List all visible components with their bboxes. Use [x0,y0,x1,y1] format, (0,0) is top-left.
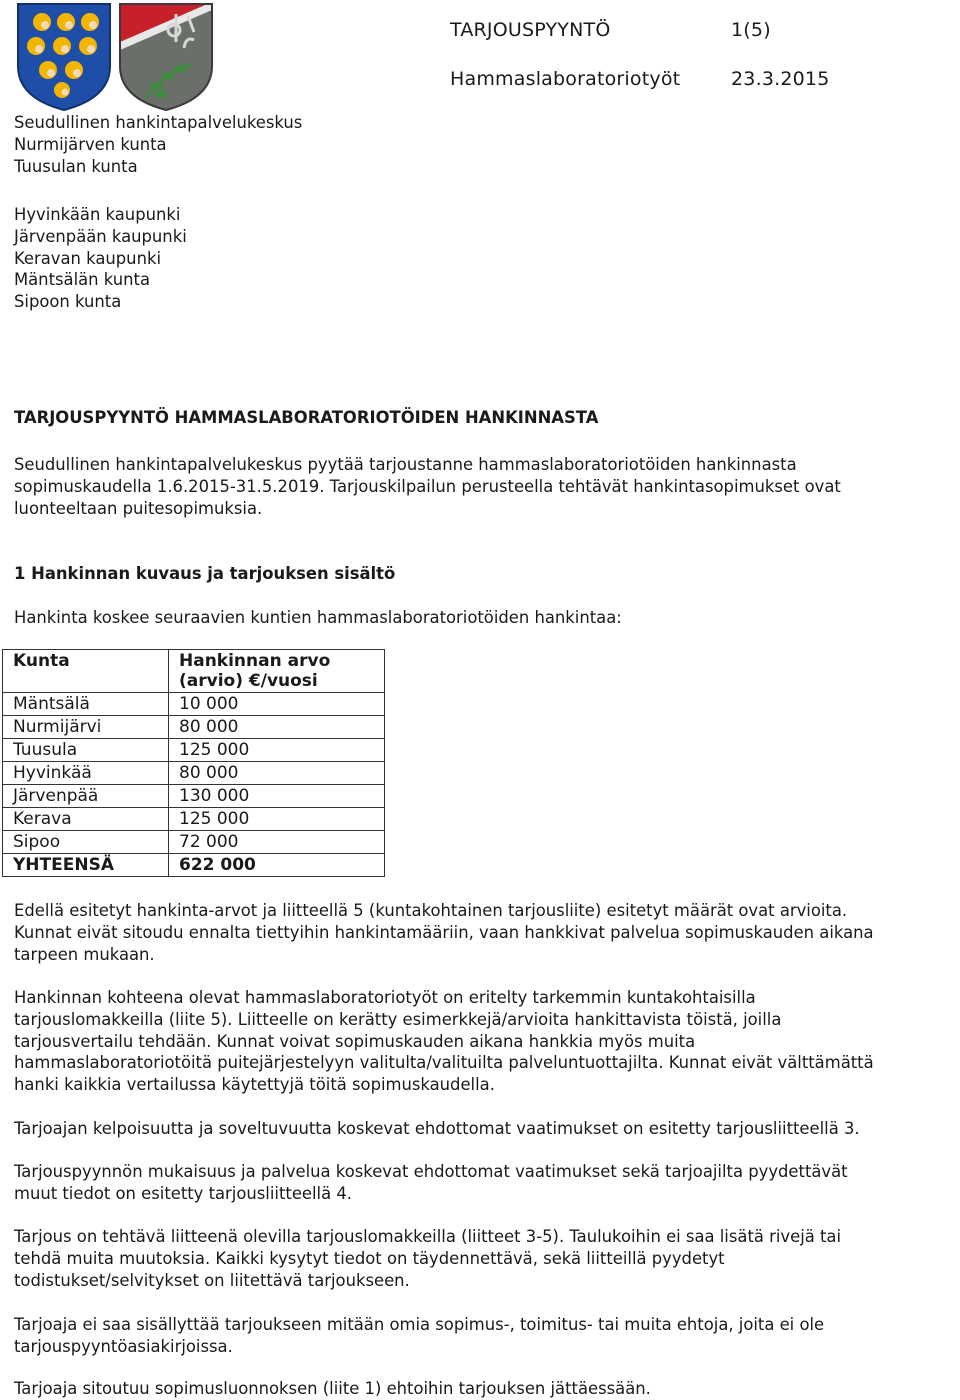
member-line: Sipoon kunta [14,292,122,312]
main-title: TARJOUSPYYNTÖ HAMMASLABORATORIOTÖIDEN HANKINNASTA [14,408,599,427]
table-row [3,808,385,831]
cell-value: 80 000 [169,716,385,739]
table-row [3,785,385,808]
tuusula-shield-icon [120,2,214,112]
cell-municipality: Järvenpää [3,785,169,808]
header-kunta: Kunta [3,650,169,693]
cell-value: 125 000 [169,739,385,762]
text-line: Edellä esitetyt hankinta-arvot ja liitteellä 5 (kuntakohtainen tarjousliite) esitetyt määrät ovat arvioita. [14,901,848,920]
text-line: tarpeen mukaan. [14,944,155,964]
table-header-row [3,650,385,693]
cell-municipality: Nurmijärvi [3,716,169,739]
issuer-line: Tuusulan kunta [14,156,138,176]
paragraph-forms [14,1226,958,1291]
paragraph-requirements [14,1161,958,1205]
cell-municipality: Hyvinkää [3,762,169,785]
nurmijarvi-shield-icon [18,4,110,110]
cell-value: 72 000 [169,831,385,854]
text-line: tarjouspyyntöasiakirjoissa. [14,1336,233,1356]
section-1-title: 1 Hankinnan kuvaus ja tarjouksen sisältö [14,564,396,583]
cell-total-value: 622 000 [169,854,385,877]
paragraph-own-terms [14,1314,958,1358]
doc-type: TARJOUSPYYNTÖ [450,19,611,41]
issuer-line: Seudullinen hankintapalvelukeskus [14,113,303,132]
intro-paragraph [14,454,958,519]
doc-date: 23.3.2015 [731,68,830,90]
text-line: luonteeltaan puitesopimuksia. [14,498,263,518]
text-line: Tarjoaja sitoutuu sopimusluonnoksen (liite 1) ehtoihin tarjouksen jättäessään. [14,1379,651,1398]
cell-value: 10 000 [169,693,385,716]
table-row [3,762,385,785]
text-line: todistukset/selvitykset on liitettävä tarjoukseen. [14,1270,410,1290]
paragraph-commitment [14,1378,958,1400]
coat-of-arms-icons [16,2,216,112]
issuer-line: Nurmijärven kunta [14,134,167,154]
text-line: hammaslaboratoriotöitä puitejärjestelyyn valitulta/valituilta palveluntuottajilta. Kunnat eivät välttämättä [14,1053,874,1073]
text-line: Kunnat eivät sitoudu ennalta tiettyihin hankintamääriin, vaan hankkivat palvelua sopimuskauden aikana [14,922,874,942]
doc-subject: Hammaslaboratoriotyöt [450,68,681,90]
cell-total-label: YHTEENSÄ [3,854,169,877]
paragraph-scope [14,987,958,1096]
table-total-row [3,854,385,877]
cell-value: 125 000 [169,808,385,831]
procurement-value-table [2,649,385,877]
member-line: Keravan kaupunki [14,248,162,268]
section-1-lead: Hankinta koskee seuraavien kuntien hammaslaboratoriotöiden hankintaa: [14,608,622,627]
member-list [14,204,187,313]
cell-municipality: Tuusula [3,739,169,762]
municipal-logos [16,2,216,112]
table-row [3,716,385,739]
header-value: Hankinnan arvo (arvio) €/vuosi [169,650,385,693]
text-line: tarjousvertailu tehdään. Kunnat voivat sopimuskauden aikana hankkia myös muita [14,1031,696,1051]
cell-value: 80 000 [169,762,385,785]
cell-municipality: Sipoo [3,831,169,854]
table-row [3,831,385,854]
text-line: Tarjoajan kelpoisuutta ja soveltuvuutta koskevat ehdottomat vaatimukset on esitetty tarjousliitteellä 3. [14,1119,860,1138]
page-number: 1(5) [731,19,771,41]
text-line: muut tiedot on esitetty tarjousliitteellä 4. [14,1183,352,1203]
text-line: Tarjous on tehtävä liitteenä olevilla tarjouslomakkeilla (liitteet 3-5). Taulukoihin ei saa lisätä rivejä tai [14,1227,842,1246]
paragraph-eligibility [14,1118,958,1140]
cell-municipality: Kerava [3,808,169,831]
text-line: sopimuskaudella 1.6.2015-31.5.2019. Tarjouskilpailun perusteella tehtävät hankintasopimukset ovat [14,476,841,496]
member-line: Hyvinkään kaupunki [14,205,181,224]
text-line: tarjouslomakkeilla (liite 5). Liitteelle on kerätty esimerkkejä/arvioita hankittavista töistä, joilla [14,1009,782,1029]
text-line: Seudullinen hankintapalvelukeskus pyytää tarjoustanne hammaslaboratoriotöiden hankinnasta [14,455,797,474]
member-line: Järvenpään kaupunki [14,226,187,246]
text-line: Hankinnan kohteena olevat hammaslaboratoriotyöt on eritelty tarkemmin kuntakohtaisilla [14,988,756,1007]
table-row [3,693,385,716]
text-line: tehdä muita muutoksia. Kaikki kysytyt tiedot on täydennettävä, sekä liitteillä pyydetyt [14,1248,725,1268]
cell-municipality: Mäntsälä [3,693,169,716]
text-line: Tarjouspyynnön mukaisuus ja palvelua koskevat ehdottomat vaatimukset sekä tarjoajilta pyydettävät [14,1162,848,1181]
table-row [3,739,385,762]
member-line: Mäntsälän kunta [14,270,151,290]
issuer-list [14,112,302,177]
paragraph-estimates [14,900,958,965]
text-line: hanki kaikkia vertailussa käytettyjä töitä sopimuskaudella. [14,1075,495,1095]
text-line: Tarjoaja ei saa sisällyttää tarjoukseen mitään omia sopimus-, toimitus- tai muita ehtoja, joita ei ole [14,1315,825,1334]
cell-value: 130 000 [169,785,385,808]
